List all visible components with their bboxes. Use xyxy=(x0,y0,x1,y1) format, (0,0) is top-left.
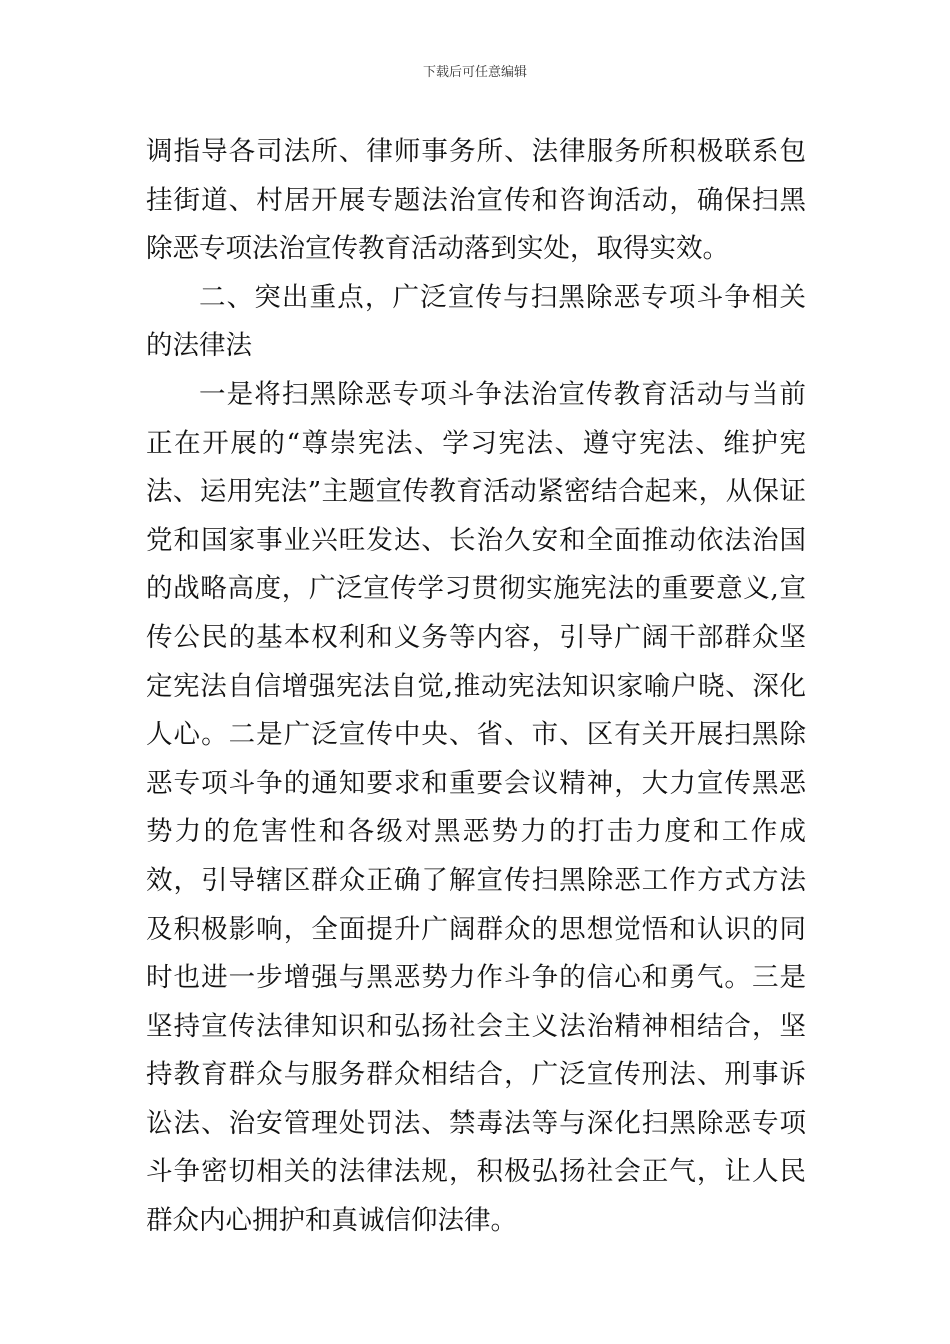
page-header: 下载后可任意编辑 xyxy=(422,65,527,80)
paragraph-main: 一是将扫黑除恶专项斗争法治宣传教育活动与当前正在开展的“尊崇宪法、学习宪法、遵守宪法、维护宪法、运用宪法”主题宣传教育活动紧密结合起来，从保证党和国家事业兴旺发达、长治久安和全面推动依法治国的战略高度，广泛宣传学习贯彻实施宪法的重要意义,宣传公民的基本权利和义务等内容，引导广阔干部群众坚定宪法自信增强宪法自觉,推动宪法知识家喻户晓、深化人心。二是广泛宣传中央、省、市、区有关开展扫黑除恶专项斗争的通知要求和重要会议精神，大力宣传黑恶势力的危害性和各级对黑恶势力的打击力度和工作成效，引导辖区群众正确了解宣传扫黑除恶工作方式方法及积极影响，全面提升广阔群众的思想觉悟和认识的同时也进一步增强与黑恶势力作斗争的信心和勇气。三是坚持宣传法律知识和弘扬社会主义法治精神相结合，坚持教育群众与服务群众相结合，广泛宣传刑法、刑事诉讼法、治安管理处罚法、禁毒法等与深化扫黑除恶专项斗争密切相关的法律法规，积极弘扬社会正气，让人民群众内心拥护和真诚信仰法律。 xyxy=(146,378,806,1237)
section-heading: 二、突出重点，广泛宣传与扫黑除恶专项斗争相关的法律法 xyxy=(146,281,806,362)
paragraph-continuation: 调指导各司法所、律师事务所、法律服务所积极联系包挂街道、村居开展专题法治宣传和咨询活动，确保扫黑除恶专项法治宣传教育活动落到实处，取得实效。 xyxy=(146,136,806,265)
document-body xyxy=(146,128,806,1246)
